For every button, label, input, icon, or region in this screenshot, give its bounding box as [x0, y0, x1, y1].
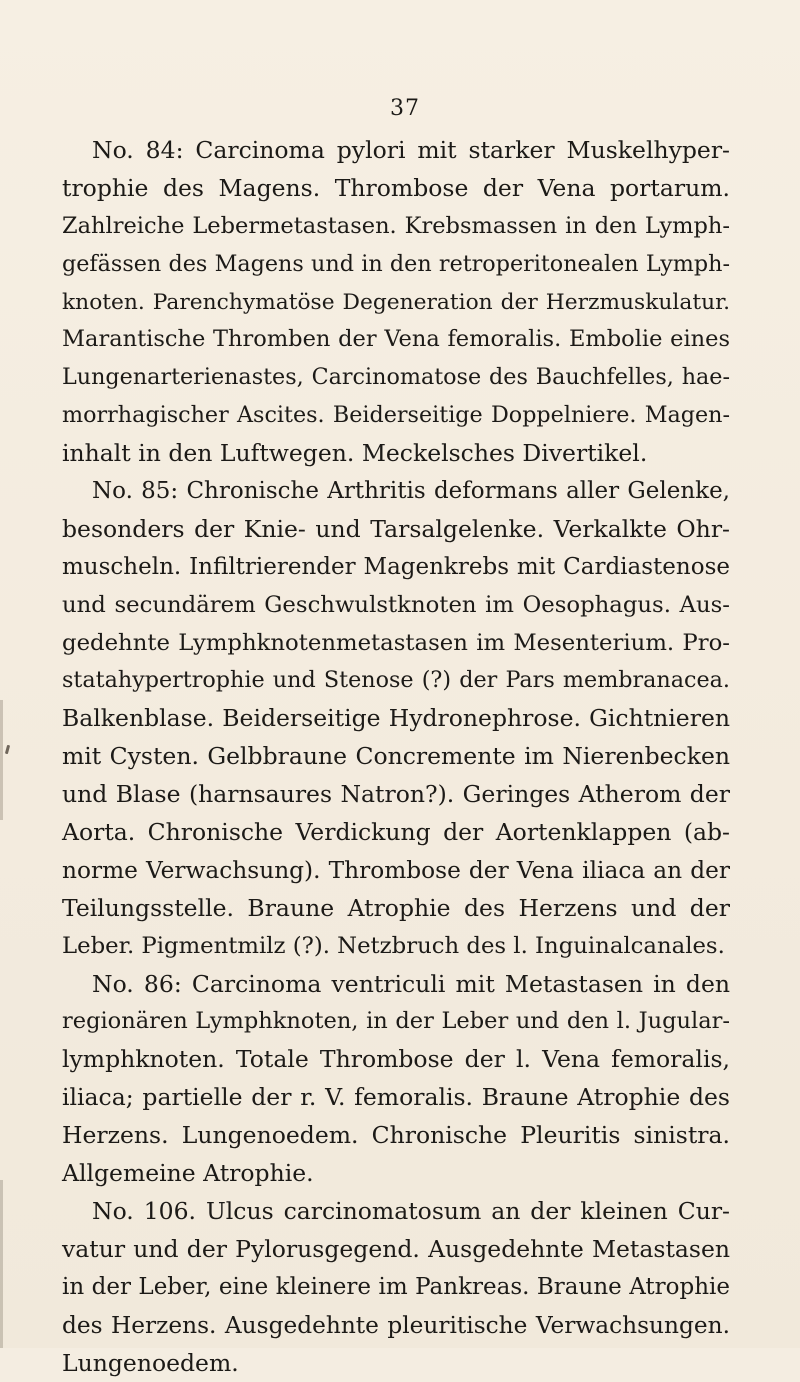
- text-line: No. 84: Carcinoma pylori mit starker Muskelhyper-: [62, 132, 730, 170]
- text-line: Aorta. Chronische Verdickung der Aortenklappen (ab-: [62, 814, 730, 852]
- text-line: No. 106. Ulcus carcinomatosum an der kleinen Cur-: [62, 1193, 730, 1231]
- text-line: iliaca; partielle der r. V. femoralis. Braune Atrophie des: [62, 1079, 730, 1117]
- text-line: norme Verwachsung). Thrombose der Vena iliaca an der: [62, 852, 730, 890]
- text-line: statahypertrophie und Stenose (?) der Pars membranacea.: [62, 662, 730, 700]
- text-line: Lungenarterienastes, Carcinomatose des Bauchfelles, hae-: [62, 359, 730, 397]
- text-line: des Herzens. Ausgedehnte pleuritische Verwachsungen.: [62, 1307, 730, 1345]
- text-line: lymphknoten. Totale Thrombose der l. Vena femoralis,: [62, 1041, 730, 1079]
- text-line: besonders der Knie- und Tarsalgelenke. Verkalkte Ohr-: [62, 511, 730, 549]
- text-line: No. 85: Chronische Arthritis deformans aller Gelenke,: [62, 473, 730, 511]
- margin-speck: [5, 745, 10, 754]
- text-line: mit Cysten. Gelbbraune Concremente im Nierenbecken: [62, 738, 730, 776]
- scan-edge-shadow: [0, 700, 3, 820]
- text-line: und Blase (harnsaures Natron?). Geringes Atherom der: [62, 776, 730, 814]
- text-line: Zahlreiche Lebermetastasen. Krebsmassen in den Lymph-: [62, 208, 730, 246]
- text-line: trophie des Magens. Thrombose der Vena portarum.: [62, 170, 730, 208]
- text-line: Balkenblase. Beiderseitige Hydronephrose. Gichtnieren: [62, 700, 730, 738]
- text-line: Herzens. Lungenoedem. Chronische Pleuritis sinistra.: [62, 1117, 730, 1155]
- text-line: muscheln. Infiltrierender Magenkrebs mit Cardiastenose: [62, 549, 730, 587]
- text-line: morrhagischer Ascites. Beiderseitige Doppelniere. Magen-: [62, 397, 730, 435]
- text-line: Marantische Thromben der Vena femoralis. Embolie eines: [62, 321, 730, 359]
- body-text: [62, 132, 730, 1382]
- text-line: und secundärem Geschwulstknoten im Oesophagus. Aus-: [62, 587, 730, 625]
- page-number: 37: [0, 96, 800, 121]
- text-line: gedehnte Lymphknotenmetastasen im Mesenterium. Pro-: [62, 625, 730, 663]
- scan-edge-shadow: [0, 1180, 3, 1348]
- text-line: Teilungsstelle. Braune Atrophie des Herzens und der: [62, 890, 730, 928]
- text-line: vatur und der Pylorusgegend. Ausgedehnte Metastasen: [62, 1231, 730, 1269]
- text-line: regionären Lymphknoten, in der Leber und den l. Jugular-: [62, 1003, 730, 1041]
- text-line: Allgemeine Atrophie.: [62, 1155, 730, 1193]
- text-line: Lungenoedem.: [62, 1345, 730, 1382]
- text-line: in der Leber, eine kleinere im Pankreas. Braune Atrophie: [62, 1269, 730, 1307]
- text-line: gefässen des Magens und in den retroperitonealen Lymph-: [62, 246, 730, 284]
- text-line: inhalt in den Luftwegen. Meckelsches Divertikel.: [62, 435, 730, 473]
- text-line: Leber. Pigmentmilz (?). Netzbruch des l. Inguinalcanales.: [62, 928, 730, 966]
- text-line: knoten. Parenchymatöse Degeneration der Herzmuskulatur.: [62, 284, 730, 322]
- text-line: No. 86: Carcinoma ventriculi mit Metastasen in den: [62, 966, 730, 1004]
